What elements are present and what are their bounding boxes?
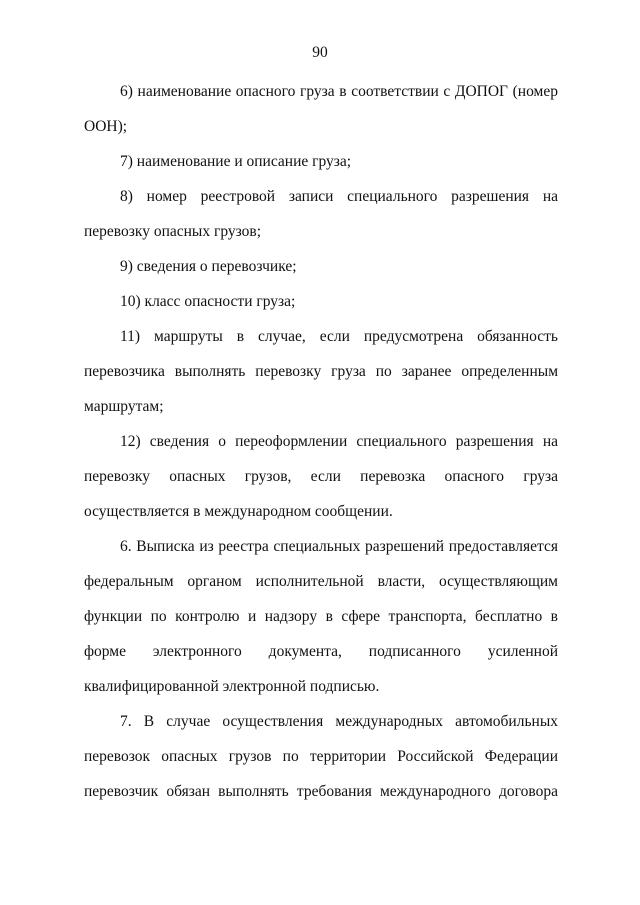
- paragraph-item-10: 10) класс опасности груза;: [120, 293, 296, 310]
- page-number: 90: [312, 44, 328, 61]
- paragraph-item-11: 11) маршруты в случае, если предусмотрена обязанность перевозчика выполнять перевозку груза по заранее определенным маршрутам;: [84, 328, 558, 415]
- paragraph-item-7: 7) наименование и описание груза;: [120, 153, 352, 170]
- paragraph-item-6: 6) наименование опасного груза в соответствии с ДОПОГ (номер ООН);: [84, 83, 558, 135]
- paragraph-item-8: 8) номер реестровой записи специального разрешения на перевозку опасных грузов;: [84, 188, 558, 240]
- paragraph-item-9: 9) сведения о перевозчике;: [120, 258, 297, 275]
- paragraph-item-12: 12) сведения о переоформлении специального разрешения на перевозку опасных грузов, если перевозка опасного груза осуществляется в международном сообщении.: [84, 433, 558, 520]
- document-body: [84, 74, 558, 809]
- paragraph-clause-7: 7. В случае осуществления международных автомобильных перевозок опасных грузов по территории Российской Федерации перевозчик обязан выполнять требования международного договора: [84, 713, 558, 800]
- paragraph-clause-6: 6. Выписка из реестра специальных разрешений предоставляется федеральным органом исполнительной власти, осуществляющим функции по контролю и надзору в сфере транспорта, бесплатно в форме электронного документа, подписанного усиленной квалифицированной электронной подписью.: [84, 538, 558, 695]
